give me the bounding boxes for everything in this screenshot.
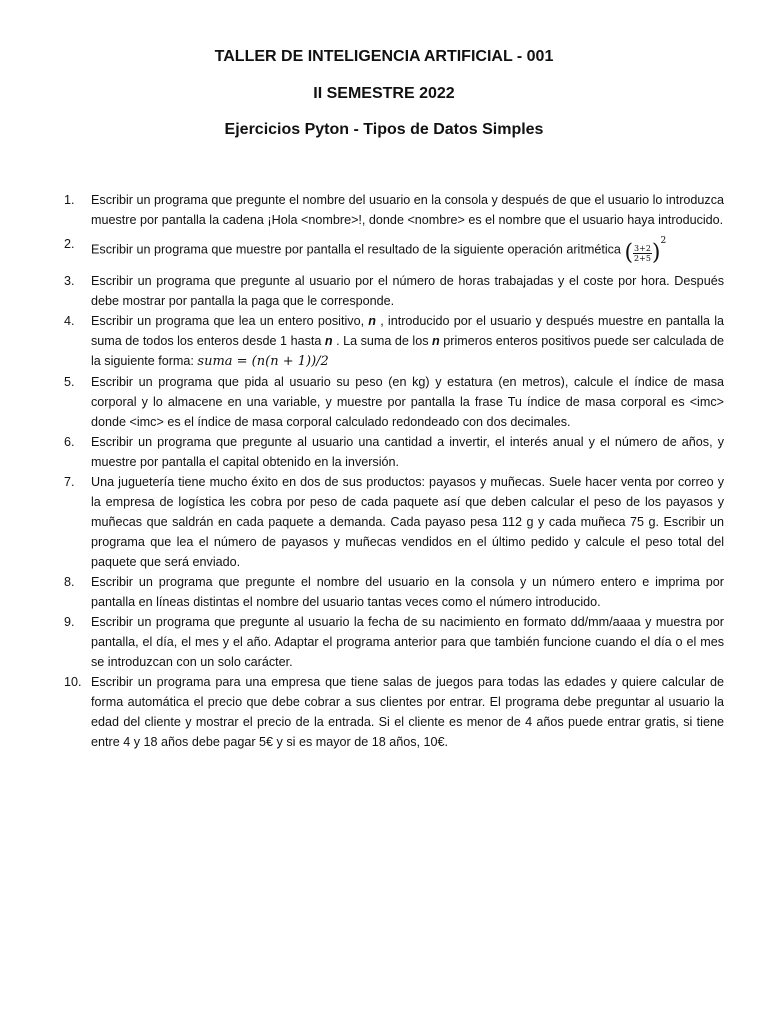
exercise-number: 6. — [64, 434, 75, 449]
exercise-item — [64, 190, 724, 230]
exercise-number: 2. — [64, 237, 75, 251]
exercise-text-part: . La suma de los — [332, 333, 433, 348]
exercise-text: Escribir un programa que pregunte al usuario una cantidad a invertir, el interés anual y el número de años, y muestre por pantalla el capital obtenido en la inversión. — [91, 434, 724, 469]
document-title: TALLER DE INTELIGENCIA ARTIFICIAL - 001 — [214, 48, 554, 65]
exercise-number: 4. — [64, 313, 75, 328]
exercise-item — [64, 372, 724, 432]
fraction-numerator: 3+2 — [634, 244, 651, 254]
exercise-list — [64, 190, 724, 752]
exercise-text: Escribir un programa que pregunte al usuario por el número de horas trabajadas y el coste por hora. Después debe mostrar por pantalla la paga que le corresponde. — [91, 273, 724, 308]
variable-n: n — [368, 313, 376, 328]
exercise-number: 1. — [64, 193, 75, 207]
semester-heading: II SEMESTRE 2022 — [313, 85, 455, 102]
exercise-item — [64, 572, 724, 612]
variable-n: n — [432, 333, 440, 348]
exercise-number: 7. — [64, 474, 75, 489]
exercise-text-part: Escribir un programa que lea un entero positivo, — [91, 313, 369, 328]
exercise-text: Escribir un programa que pregunte el nombre del usuario en la consola y un número entero e imprima por pantalla en líneas distintas el nombre del usuario tantas veces como el número introducido. — [91, 574, 724, 609]
exercise-item — [64, 311, 724, 372]
exercise-item — [64, 672, 724, 752]
exercise-text: Una juguetería tiene mucho éxito en dos de sus productos: payasos y muñecas. Suele hacer venta por correo y la empresa de logística les cobra por peso de cada paquete así que deben calcular el peso de los payasos y muñecas que saldrán en cada paquete a demanda. Cada payaso pesa 112 g y cada muñeca 75 g. Escribir un programa que lea el número de payasos y muñecas vendidos en el último pedido y calcule el peso total del paquete que será enviado. — [91, 474, 724, 569]
exercise-number: 8. — [64, 574, 75, 589]
exercise-item — [64, 271, 724, 311]
exercise-number: 9. — [64, 614, 75, 629]
sum-formula: suma = (n(n + 1))/2 — [197, 353, 329, 369]
exercise-text-part: primeros enteros positivos puede ser calculada de la siguiente forma: — [91, 333, 725, 368]
arithmetic-expression: ( $\frac{3+2}{2+5}$ )$^2$ — [624, 236, 667, 266]
exercise-text: Escribir un programa para una empresa que tiene salas de juegos para todas las edades y quiere calcular de forma automática el precio que debe cobrar a sus clientes por entrar. El programa debe preguntar al usuario la edad del cliente y mostrar el precio de la entrada. Si el cliente es menor de 4 años puede entrar gratis, si tiene entre 4 y 18 años debe pagar 5€ y si es mayor de 18 años, 10€. — [91, 674, 724, 749]
exponent: 2 — [660, 236, 667, 246]
exercise-item — [64, 432, 724, 472]
document-subtitle: Ejercicios Pyton - Tipos de Datos Simples — [224, 121, 544, 138]
exercise-text: Escribir un programa que pregunte el nombre del usuario en la consola y después de que el usuario lo introduzca muestre por pantalla la cadena ¡Hola <nombre>!, donde <nombre> es el nombre que el usuario haya introducido. — [91, 193, 724, 227]
exercise-item — [64, 472, 724, 572]
exercise-number: 5. — [64, 374, 75, 389]
exercise-number: 3. — [64, 273, 75, 288]
exercise-text: Escribir un programa que muestre por pantalla el resultado de la siguiente operación aritmética — [91, 242, 621, 257]
fraction-denominator: 2+5 — [634, 254, 651, 264]
exercise-number: 10. — [64, 674, 82, 689]
exercise-text: Escribir un programa que pida al usuario su peso (en kg) y estatura (en metros), calcule el índice de masa corporal y lo almacene en una variable, y muestre por pantalla la frase Tu índice de masa corporal es <imc> donde <imc> es el índice de masa corporal calculado redondeado con dos decimales. — [91, 374, 724, 429]
exercise-item — [64, 234, 724, 267]
exercise-text: Escribir un programa que pregunte al usuario la fecha de su nacimiento en formato dd/mm/aaaa y muestra por pantalla, el día, el mes y el año. Adaptar el programa anterior para que también funcione cuando el día o el mes se introduzcan con un solo carácter. — [91, 614, 724, 669]
exercise-text-part: , introducido por el usuario y después muestre en pantalla la suma de todos los enteros desde 1 hasta — [91, 313, 724, 348]
variable-n: n — [324, 333, 333, 348]
exercise-item — [64, 612, 724, 672]
